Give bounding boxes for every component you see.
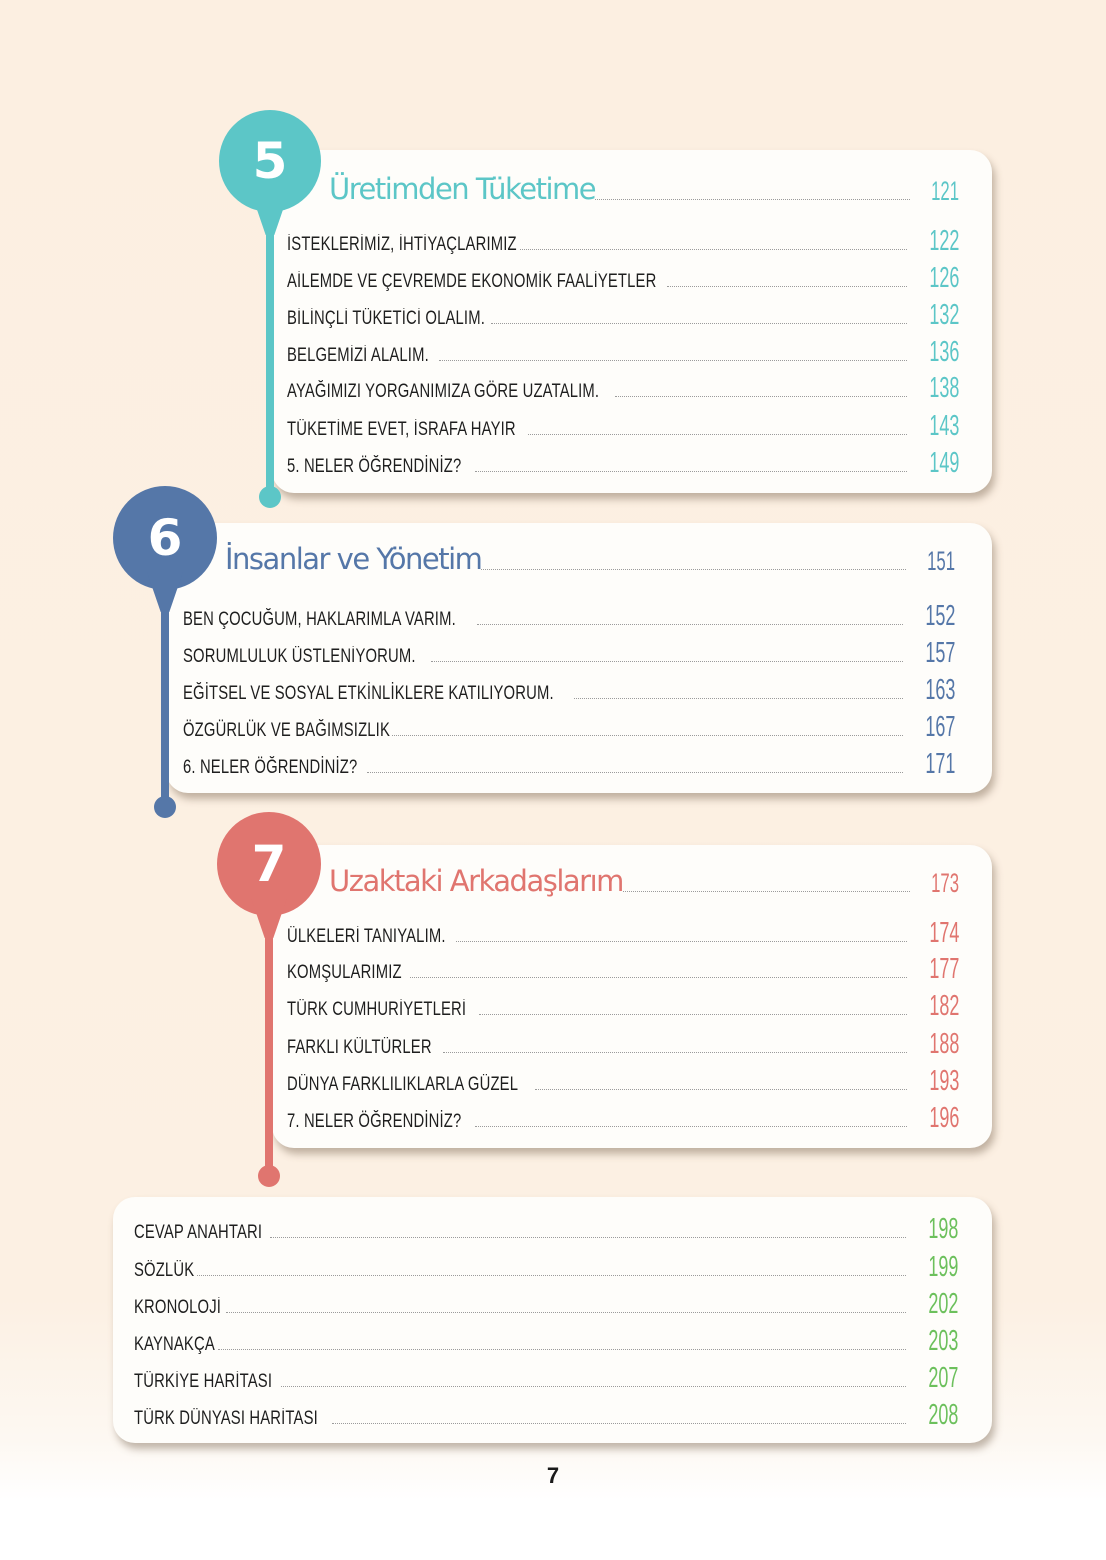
toc-entry[interactable]: SÖZLÜK 199 — [134, 1251, 958, 1283]
toc-entry[interactable]: ÖZGÜRLÜK VE BAĞIMSIZLIK 167 — [183, 711, 955, 743]
leader-dots — [481, 568, 906, 570]
unit-7-number-badge: 7 — [217, 812, 321, 916]
toc-entry[interactable]: BELGEMİZİ ALALIM. 136 — [287, 336, 959, 368]
unit-6-title: İnsanlar ve Yönetim — [225, 542, 482, 576]
unit-6-page: 151 — [927, 546, 955, 576]
unit-7-page: 173 — [931, 868, 959, 898]
leader-dots — [595, 198, 910, 200]
page-number: 7 — [546, 1463, 560, 1488]
leader-dots — [623, 890, 910, 892]
toc-entry[interactable]: BEN ÇOCUĞUM, HAKLARIMLA VARIM. 152 — [183, 600, 955, 632]
toc-entry[interactable]: EĞİTSEL VE SOSYAL ETKİNLİKLERE KATILIYORUM. 163 — [183, 674, 955, 706]
toc-entry[interactable]: TÜRK CUMHURİYETLERİ 182 — [287, 990, 959, 1022]
toc-entry[interactable]: AYAĞIMIZI YORGANIMIZA GÖRE UZATALIM. 138 — [287, 372, 959, 404]
toc-entry[interactable]: BİLİNÇLİ TÜKETİCİ OLALIM. 132 — [287, 299, 959, 331]
toc-entry[interactable]: TÜRKİYE HARİTASI 207 — [134, 1362, 958, 1394]
toc-entry[interactable]: DÜNYA FARKLILIKLARLA GÜZEL 193 — [287, 1065, 959, 1097]
toc-entry[interactable]: 7. NELER ÖĞRENDİNİZ? 196 — [287, 1102, 959, 1134]
toc-entry[interactable]: AİLEMDE VE ÇEVREMDE EKONOMİK FAALİYETLER 126 — [287, 262, 959, 294]
toc-entry[interactable]: 5. NELER ÖĞRENDİNİZ? 149 — [287, 447, 959, 479]
toc-entry[interactable]: TÜKETİME EVET, İSRAFA HAYIR 143 — [287, 410, 959, 442]
toc-entry[interactable]: 6. NELER ÖĞRENDİNİZ? 171 — [183, 748, 955, 780]
unit-7-title-row[interactable] — [329, 862, 959, 898]
unit-6-number-badge: 6 — [113, 486, 217, 590]
toc-entry[interactable]: CEVAP ANAHTARI 198 — [134, 1213, 958, 1245]
unit-6-title-row[interactable] — [225, 540, 955, 576]
unit-5-page: 121 — [931, 176, 959, 206]
unit-5-title-row[interactable] — [329, 170, 959, 206]
pin-drop-icon — [258, 1165, 280, 1187]
unit-7-title: Uzaktaki Arkadaşlarım — [329, 864, 623, 898]
unit-5-title: Üretimden Tüketime — [329, 172, 596, 206]
toc-entry[interactable]: SORUMLULUK ÜSTLENİYORUM. 157 — [183, 637, 955, 669]
toc-entry[interactable]: ÜLKELERİ TANIYALIM. 174 — [287, 917, 959, 949]
pin-drop-icon — [154, 796, 176, 818]
toc-entry[interactable]: KRONOLOJİ 202 — [134, 1288, 958, 1320]
toc-entry[interactable]: KAYNAKÇA 203 — [134, 1325, 958, 1357]
toc-entry[interactable]: FARKLI KÜLTÜRLER 188 — [287, 1028, 959, 1060]
toc-entry[interactable]: TÜRK DÜNYASI HARİTASI 208 — [134, 1399, 958, 1431]
pin-drop-icon — [259, 486, 281, 508]
unit-5-number-badge: 5 — [219, 110, 321, 212]
toc-entry[interactable]: KOMŞULARIMIZ 177 — [287, 953, 959, 985]
toc-entry[interactable]: İSTEKLERİMİZ, İHTİYAÇLARIMIZ 122 — [287, 225, 959, 257]
